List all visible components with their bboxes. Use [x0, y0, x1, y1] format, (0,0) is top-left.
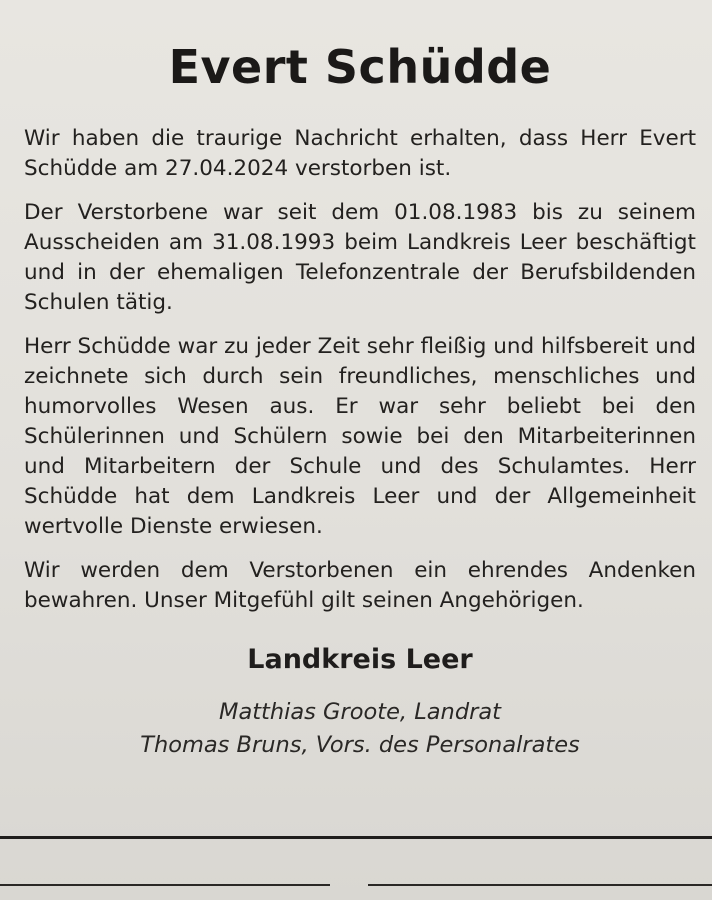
- signer-line: Thomas Bruns, Vors. des Personalrates: [140, 732, 580, 758]
- notice-paragraph: Der Verstorbene war seit dem 01.08.1983 bis zu seinem Ausscheiden am 31.08.1993 beim Landkreis Leer beschäftigt und in der ehemaligen Telefonzentrale der Berufsbildenden Schulen tätig.: [24, 200, 696, 315]
- border-rule: [368, 884, 712, 886]
- border-rule: [0, 884, 330, 886]
- signer-line: Matthias Groote, Landrat: [219, 699, 501, 725]
- border-rule: [0, 836, 712, 839]
- notice-paragraph: Wir haben die traurige Nachricht erhalten, dass Herr Evert Schüdde am 27.04.2024 verstorben ist.: [24, 126, 696, 181]
- obituary-notice: [24, 36, 696, 762]
- notice-paragraph: Herr Schüdde war zu jeder Zeit sehr fleißig und hilfsbereit und zeichnete sich durch sein freundliches, menschliches und humorvolles Wesen aus. Er war sehr beliebt bei den Schülerinnen und Schülern sowie bei den Mitarbeiterinnen und Mitarbeitern der Schule und des Schulamtes. Herr Schüdde hat dem Landkreis Leer und der Allgemeinheit wertvolle Dienste erwiesen.: [24, 334, 696, 539]
- notice-paragraph: Wir werden dem Verstorbenen ein ehrendes Andenken bewahren. Unser Mitgefühl gilt seinen Angehörigen.: [24, 558, 696, 613]
- sender-organization: Landkreis Leer: [247, 644, 473, 675]
- deceased-name: Evert Schüdde: [168, 40, 552, 94]
